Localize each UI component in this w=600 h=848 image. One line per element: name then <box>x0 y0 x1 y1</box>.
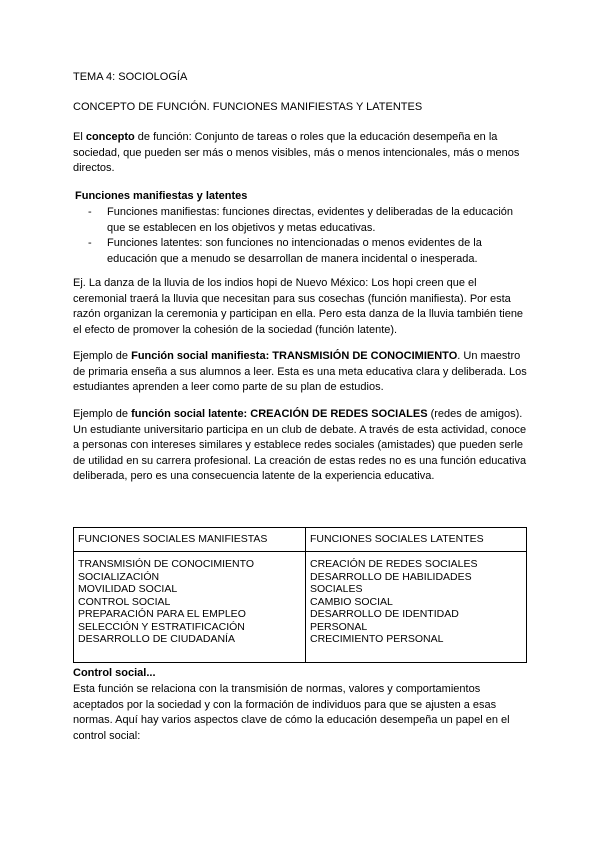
concept-bold: concepto <box>85 131 135 143</box>
table-header-latent: FUNCIONES SOCIALES LATENTES <box>306 528 527 552</box>
table-header-row <box>74 528 527 552</box>
bullet-text: Funciones manifiestas: funciones directas, evidentes y deliberadas de la educación que se establecen en los objetivos y metas educativas. <box>107 206 514 234</box>
bullet-dash: - <box>88 206 92 218</box>
list-item: PERSONAL <box>310 620 368 633</box>
concept-post: de función: Conjunto de tareas o roles que la educación desempeña en la sociedad, que pueden ser más o menos visibles, más o menos intencionales, más o menos directos. <box>73 131 520 174</box>
list-item: CONTROL SOCIAL <box>78 595 171 608</box>
latent-example-paragraph <box>73 407 533 485</box>
section-subtitle: CONCEPTO DE FUNCIÓN. FUNCIONES MANIFIESTAS Y LATENTES <box>73 101 423 113</box>
list-item: SELECCIÓN Y ESTRATIFICACIÓN <box>78 620 245 633</box>
manifest-post: . Un maestro de primaria enseña a sus alumnos a leer. Esta es una meta educativa clara y deliberada. Los estudiantes aprenden a leer como parte de su plan de estudios. <box>73 350 527 393</box>
list-item: PREPARACIÓN PARA EL EMPLEO <box>78 608 246 620</box>
manifest-list-cell <box>74 552 306 663</box>
bullet-dash: - <box>88 237 92 249</box>
functions-table <box>73 527 527 663</box>
concept-pre: El <box>73 131 86 143</box>
table-header-manifest: FUNCIONES SOCIALES MANIFIESTAS <box>74 528 306 552</box>
latent-list-cell <box>306 552 527 663</box>
doc-title: TEMA 4: SOCIOLOGÍA <box>73 71 188 83</box>
bullet-item <box>88 205 528 236</box>
list-item: SOCIALIZACIÓN <box>78 570 160 583</box>
hopi-example-paragraph: Ej. La danza de la lluvia de los indios hopi de Nuevo México: Los hopi creen que el ceremonial traerá la lluvia que necesitan para sus cosechas (función manifiesta). Por esta razón organizan la ceremonia y participan en ella. Pero esta danza de la lluvia también tiene el efecto de promover la cohesión de la sociedad (función latente). <box>73 277 524 336</box>
list-item: DESARROLLO DE IDENTIDAD <box>310 608 459 620</box>
bullet-item <box>88 236 528 267</box>
table-row <box>74 552 527 663</box>
control-paragraph: Esta función se relaciona con la transmisión de normas, valores y comportamientos aceptados por la sociedad y con la formación de individuos para que se ajusten a esas normas. Aquí hay varios aspectos clave de cómo la educación desempeña un papel en el control social: <box>73 683 510 742</box>
list-item: CAMBIO SOCIAL <box>310 595 393 608</box>
latent-pre: Ejemplo de <box>73 408 132 420</box>
list-item: MOVILIDAD SOCIAL <box>78 583 178 595</box>
bullet-text: Funciones latentes: son funciones no intencionadas o menos evidentes de la educación que a menudo se desarrollan de manera incidental o inesperada. <box>107 237 482 265</box>
manifest-pre: Ejemplo de <box>73 350 132 362</box>
list-item: SOCIALES <box>310 583 363 595</box>
control-heading: Control social... <box>73 667 156 679</box>
latent-post: (redes de amigos). Un estudiante universitario participa en un club de debate. A través de esta actividad, conoce a personas con intereses similares y establece redes sociales (amistades) que pueden serle de utilidad en su carrera profesional. La creación de estas redes no es una función educativa deliberada, pero es una consecuencia latente de la experiencia educativa. <box>73 408 527 482</box>
funciones-bullet-list <box>88 205 528 267</box>
list-item: CREACIÓN DE REDES SOCIALES <box>310 558 478 570</box>
funciones-heading: Funciones manifiestas y latentes <box>75 190 248 202</box>
list-item: TRANSMISIÓN DE CONOCIMIENTO <box>78 558 254 570</box>
list-item: CRECIMIENTO PERSONAL <box>310 633 444 645</box>
manifest-example-paragraph <box>73 349 533 396</box>
manifest-bold: Función social manifiesta: TRANSMISIÓN DE CONOCIMIENTO <box>131 350 458 362</box>
list-item: DESARROLLO DE HABILIDADES <box>310 570 472 583</box>
list-item: DESARROLLO DE CIUDADANÍA <box>78 633 235 645</box>
latent-bold: función social latente: CREACIÓN DE REDES SOCIALES <box>131 408 428 420</box>
concept-paragraph <box>73 130 533 177</box>
